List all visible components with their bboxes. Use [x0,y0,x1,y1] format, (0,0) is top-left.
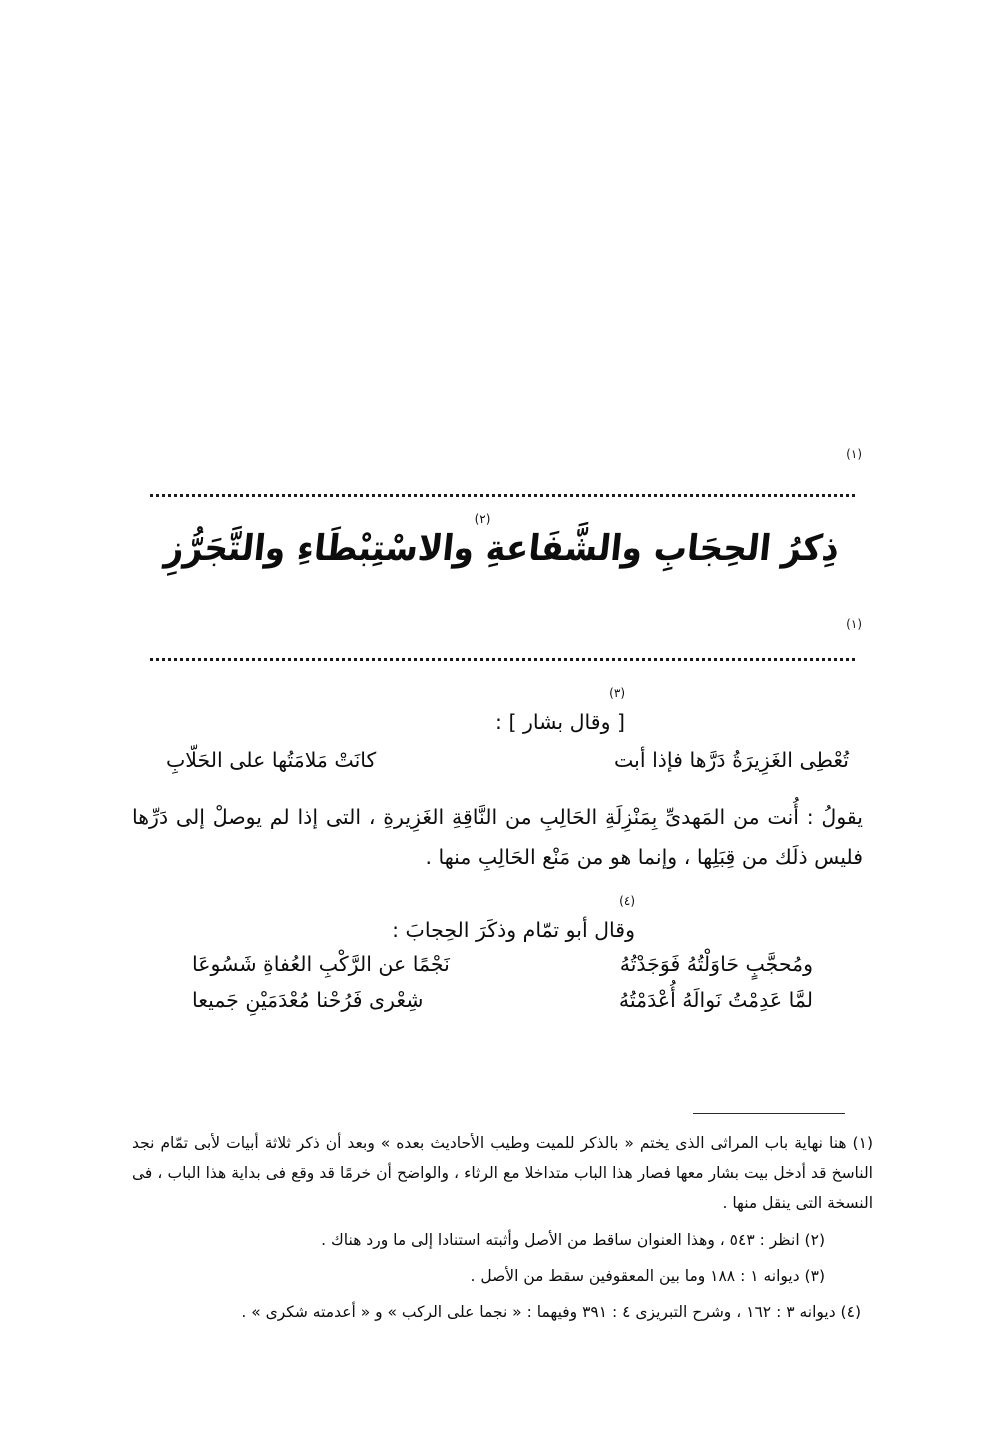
said-text: وقال أبو تمّام وذكَرَ الحِجابَ : [392,917,635,942]
chapter-title: ذِكرُ الحِجَابِ والشَّفَاعةِ والاسْتِبْطَاءِ والتَّجَرُّزِ [163,526,842,569]
verse-hemistich-left: نَجْمًا عن الرَّكْبِ العُفاةِ شَسُوعَا [192,951,450,976]
body-text [132,680,873,1024]
verse-line [132,952,873,976]
verse-line [132,988,873,1012]
attribution-marker: (٣) [609,686,625,701]
said-marker: (٤) [619,894,635,909]
footnote-item: (٣) ديوانه ١ : ١٨٨ وما بين المعقوفين سقط من الأصل . [470,1266,825,1285]
verse-hemistich-left: شِعْرى فَرُحْنا مُعْدَمَيْنِ جَميعا [192,987,424,1012]
footnote-marker-top: (١) [846,447,862,461]
footnote-item: (١) هنا نهاية باب المراثى الذى يختم « بالذكر للميت وطيب الأحاديث بعده » وبعد أن ذكر ثلاثة أبيات لأبى تمّام نجد الناسخ قد أدخل بيت بشار معها فصار هذا الباب متداخلا مع الرثاء ، والواضح أن خرمًا قد وقع فى بداية هذا الباب ، فى النسخة التى ينقل منها . [132,1134,873,1213]
verse-hemistich-right: ومُحجَّبٍ حَاوَلْتُهُ فَوَجَدْتُهُ [619,951,813,976]
chapter-heading [0,512,1005,567]
dotted-rule-top [150,494,855,497]
verse-hemistich-right: تُعْطِى الغَزِيرَةُ دَرَّها فإذا أبت [614,748,849,772]
attribution-text: [ وقال بشار ] : [495,710,625,734]
verse-block [132,952,873,1012]
footnote-item: (٢) انظر : ٥٤٣ ، وهذا العنوان ساقط من الأصل وأثبته استنادا إلى ما ورد هناك . [321,1230,825,1249]
attribution-line [132,686,873,734]
footnote-marker-bottom: (١) [846,617,862,631]
verse-hemistich-left: كانَتْ مَلامَتُها على الحَلّابِ [166,748,377,772]
footnote-item: (٤) ديوانه ٣ : ١٦٢ ، وشرح التبريزى ٤ : ٣٩١ وفيهما : « نجما على الركب » و « أعدمته شكرى » . [241,1303,861,1322]
verse-line [132,748,873,772]
chapter-title-marker: (٢) [474,512,491,526]
footnotes-section [132,1128,873,1333]
said-line [132,894,873,942]
footnote-separator [693,1113,845,1114]
verse-hemistich-right: لمَّا عَدِمْتُ نَوالَهُ أُعْدَمْتُهُ [618,987,813,1012]
commentary-paragraph: يقولُ : أُنت من المَهدىِّ بِمَنْزِلَةِ الحَالِبِ من النَّاقِةِ الغَزِيرةِ ، التى إذا لم يوصلْ إلى دَرِّها فليس ذلَك من قِبَلِها ، وإنما هو من مَنْع الحَالِبِ منها . [132,805,863,869]
dotted-rule-bottom [150,658,855,661]
